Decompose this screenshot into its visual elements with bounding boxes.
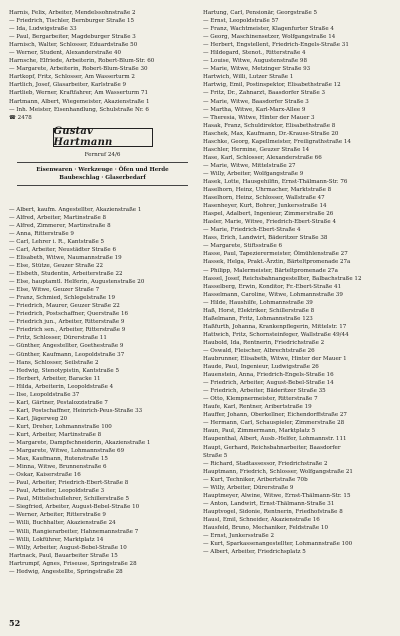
directory-entry: — Margarete, Witwe, Lohmannstraße 69	[9, 448, 125, 455]
directory-entry: — Richard, Stadtassessor, Friedrichstraße 2	[203, 460, 328, 467]
directory-entry: Haude, Paul, Ingenieur, Ludwigstraße 26	[203, 364, 319, 371]
directory-entry: — Otto, Klempnermeister, Ritterstraße 7	[203, 396, 318, 403]
directory-entry: Haß, Horst, Elektriker, Schillerstraße 8	[203, 307, 315, 314]
directory-entry: — Friedrich, Postschaffner, Querstraße 16	[9, 311, 129, 318]
directory-entry: Hartung, Carl, Pensionär, Georgstraße 5	[203, 10, 318, 16]
directory-entry: Hauptmeyer, Alwine, Witwe, Ernst-Thälmann-Str. 15	[203, 492, 351, 499]
directory-entry: — Paul, Arbeiter, Friedrich-Ebert-Straße 8	[9, 480, 129, 487]
directory-entry: — Alfred, Arbeiter, Martinstraße 8	[9, 214, 107, 221]
directory-entry: Hartmann, Albert, Wiegemeister, Akazienstraße 1	[9, 98, 150, 105]
directory-entry: — Herbert, Engstellent, Friedrich-Engels-Straße 31	[203, 42, 349, 49]
directory-entry: Hasse, Paul, Tapezierermeister, Ölmühlenstraße 27	[203, 251, 348, 258]
ad-line-1: Eisenwaren · Werkzeuge · Öfen und Herde	[36, 166, 169, 173]
directory-entry: Haschek, Max, Kaufmann, Dr.-Krause-Straße 20	[203, 130, 339, 137]
directory-entry: Haupenthal, Albert, Ausb.-Helfer, Lohmannstr. 111	[203, 436, 347, 443]
directory-entry: — Alfred, Zimmerer, Martinstraße 8	[9, 222, 111, 229]
directory-entry: Haschler, Hermine, Geuzer Straße 14	[203, 146, 310, 153]
directory-entry: — Willi, Buchhalter, Akazienstraße 24	[9, 520, 116, 527]
directory-entry: — Karl, Postschaffner, Heinrich-Peus-Straße 33	[9, 407, 143, 414]
ad-name: Gustav Hartmann	[53, 126, 113, 149]
directory-entry: — Günther, Kaufmann, Leopoldstraße 37	[9, 351, 125, 358]
directory-entry: — Margarete, Arbeiterin, Robert-Blum-Straße 30	[9, 66, 148, 73]
directory-entry: — Hermann, Carl, Schauspieler, Zimmerstraße 28	[203, 420, 345, 427]
ad-phone: Fernruf 24/6	[84, 151, 121, 158]
directory-entry: Harnis, Felix, Arbeiter, Mendelssohnstraße 2	[9, 10, 136, 16]
directory-entry: — Anna, Ritterstraße 9	[9, 230, 74, 237]
ad-logo	[53, 128, 153, 147]
directory-entry: Haßelmann, Fritz, Lohmannstraße 123	[203, 315, 313, 322]
directory-entry: — Fritz, Schlosser, Dürerstraße 11	[9, 335, 107, 342]
left-column	[9, 9, 198, 576]
directory-entry: — Hildegard, Stenot., Ritterstraße 4	[203, 50, 306, 57]
directory-entry: — Franz, Schmied, Schlegelstraße 19	[9, 295, 115, 302]
directory-entry: Hasenheyer, Kurt, Bohrer, Junkersstraße 14	[203, 203, 327, 210]
directory-entry: — Minna, Witwe, Brunnenstraße 6	[9, 464, 107, 471]
directory-entry: Haufe, Karl, Rentner, Aribertstraße 19	[203, 404, 312, 411]
right-entry-list	[203, 9, 392, 556]
directory-entry: Haun, Paul, Zimmermann, Marktplatz 5	[203, 428, 316, 435]
directory-entry: — Albert, kaufm. Angestellter, Akazienstraße 1	[9, 206, 142, 213]
directory-entry: — Hans, Schlosser, Seilstraße 2	[9, 359, 99, 366]
ad-divider	[17, 185, 188, 186]
directory-entry: — Marie, Witwe, Baasdorfer Straße 3	[203, 98, 309, 105]
directory-entry: — Carl, Lehrer i. R., Kantstraße 5	[9, 238, 105, 245]
directory-entry: Hartrumpf, Agnes, Friseuse, Springstraße 28	[9, 560, 137, 567]
directory-entry: Haspel, Adalbert, Ingenieur, Zimmerstraße 26	[203, 211, 334, 218]
directory-entry: — Georg, Maschinensetzer, Wolfgangstraße 14	[203, 34, 336, 41]
directory-entry: — Siegfried, Arbeiter, August-Bebel-Straße 10	[9, 504, 140, 511]
directory-entry: — Friedrich, Tischler, Bernburger Straße 15	[9, 18, 135, 25]
directory-entry: — Kurt, Arbeiter, Martinstraße 8	[9, 431, 102, 438]
directory-entry: Hasler, Marie, Witwe, Friedrich-Ebert-Straße 4	[203, 219, 336, 226]
directory-entry: Hartwig, Emil, Postinspektor, Elisabethstraße 12	[203, 82, 341, 89]
directory-entry: — Ernst, Junkersstraße 2	[203, 533, 275, 540]
directory-entry: Hartnack, Paul, Bauarbeiter Straße 15	[9, 552, 118, 559]
directory-entry: Hauffer, Johann, Oberkellner, Eichendorffstraße 27	[203, 412, 347, 419]
directory-entry: Haupt, Gerhard, Reichsbahnarbeiter, Baasdorfer	[203, 444, 341, 451]
directory-entry: — Willy, Arbeiter, Wolfgangstraße 9	[203, 170, 304, 177]
directory-entry: — Friedrich, Arbeiter, August-Bebel-Straße 14	[203, 380, 334, 387]
directory-entry: — Albert, Arbeiter, Friedrichsplatz 5	[203, 549, 306, 556]
directory-entry: — Marie, Friedrich-Ebert-Straße 4	[203, 227, 301, 234]
directory-entry: — Franz, Wachtmeister, Klagenfurter Straße 4	[203, 26, 334, 33]
directory-entry: — Friedrich jun., Arbeiter, Ritterstraße 9	[9, 319, 125, 326]
left-bottom-entry-list	[9, 206, 198, 576]
directory-entry: Hassel, Josef, Reichsbahnangestellter, Balbachstraße 12	[203, 275, 362, 282]
directory-entry: — Max, Kaufmann, Rutenstraße 15	[9, 456, 108, 463]
directory-entry: — Willi, Rangierarbeiter, Hahnemannstraße 7	[9, 528, 139, 535]
directory-entry: — Karl, Jägerweg 20	[9, 415, 68, 422]
directory-entry: — Karl, Gärtner, Pestalozzistraße 7	[9, 399, 108, 406]
directory-entry: ☎ 2478	[9, 114, 32, 121]
directory-entry: Haubold, Ida, Rentnerin, Friedrichstraße 2	[203, 339, 325, 346]
directory-entry: — Kurt, Dreher, Lohmannstraße 100	[9, 423, 112, 430]
left-top-entry-list	[9, 9, 198, 122]
directory-entry: — Carl, Arbeiter, Neustädter Straße 6	[9, 246, 116, 253]
directory-entry: — Marie, Witwe, Mittelstraße 27	[203, 162, 296, 169]
directory-entry: — Elisabeth, Witwe, Naumannstraße 19	[9, 254, 122, 261]
directory-entry: — Kurt, Techniker, Aribertstraße 70b	[203, 476, 308, 483]
directory-entry: — Margarete, Dampfschneiderin, Akazienstraße 1	[9, 440, 151, 447]
directory-entry: — Willi, Lokführer, Marktplatz 14	[9, 536, 104, 543]
directory-entry: — Oskar, Kaiserstraße 16	[9, 472, 81, 479]
directory-entry: — Werner, Arbeiter, Ritterstraße 9	[9, 512, 106, 519]
directory-entry: Harnisch, Walter, Schlosser, Eduardstraße 50	[9, 42, 138, 49]
directory-entry: Hartlieb, Werner, Kraftfahrer, Am Wasserturm 71	[9, 90, 149, 97]
directory-entry: — Paul, Arbeiter, Leopoldstraße 3	[9, 488, 105, 495]
directory-entry: — Herbert, Arbeiter, Baracke 11	[9, 375, 101, 382]
directory-entry: — Friedrich sen., Arbeiter, Ritterstraße 9	[9, 327, 126, 334]
directory-entry: Hauenstein, Anna, Friedrich-Engels-Straße 16	[203, 372, 334, 379]
directory-entry: — Else, hauptamtl. Helferin, Augustenstraße 20	[9, 279, 145, 286]
directory-entry: — Fritz, Dr., Zahnarzt, Baasdorfer Straße 3	[203, 90, 326, 97]
directory-entry: — Paul, Bergarbeiter, Magdeburger Straße 3	[9, 34, 136, 41]
directory-entry: Haselhorn, Heinz, Uhrmacher, Marktstraße 8	[203, 187, 332, 194]
directory-entry: — Friedrich, Maurer, Geuzer Straße 22	[9, 303, 120, 310]
directory-entry: — Oswald, Fleischer, Albrechtstraße 26	[203, 347, 315, 354]
directory-entry: Hasek, Lotte, Hausgehilfin, Ernst-Thälmann-Str. 76	[203, 178, 348, 185]
directory-entry: Straße 5	[203, 452, 228, 459]
directory-entry: Haßfurth, Johanna, Krankenpflegerin, Mittelstr. 17	[203, 323, 347, 330]
directory-entry: Haschke, Georg, Kapellmeister, Freiligrathstraße 14	[203, 138, 351, 145]
directory-entry: — Ilse, Leopoldstraße 37	[9, 391, 80, 398]
directory-entry: Hauptvogel, Sidonie, Rentnerin, Friedhofstraße 8	[203, 508, 343, 515]
directory-entry: — Else, Witwe, Geuzer Straße 7	[9, 287, 100, 294]
directory-entry: — Günther, Angestellter, Goethestraße 9	[9, 343, 124, 350]
directory-entry: — Louise, Witwe, Augustenstraße 98	[203, 58, 307, 65]
directory-entry: Hasak, Franz, Schuldirektor, Elisabethstraße 8	[203, 122, 336, 129]
directory-entry: Hartwich, Willi, Lutzer Straße 1	[203, 74, 294, 81]
directory-entry: Hausl, Emil, Schneider, Akazienstraße 16	[203, 516, 320, 523]
directory-entry: — Willy, Arbeiter, Dürerstraße 9	[203, 484, 294, 491]
directory-entry: — Philipp, Malermeister, Bärteltpromenade 27a	[203, 267, 338, 274]
directory-entry: Harnsche, Elfriede, Arbeiterin, Robert-Blum-Str. 60	[9, 58, 155, 65]
directory-entry: Hasselberg, Erwin, Konditor, Fr.-Ebert-Straße 41	[203, 283, 342, 290]
directory-entry: — Inh. Meister, Eisenhandlung, Schulstraße Nr. 6	[9, 106, 149, 113]
directory-entry: Hauptmann, Friedrich, Schlosser, Wolfgangstraße 21	[203, 468, 353, 475]
directory-entry: Hassek, Helga, Prakt.-Ärztin, Bärteltpromenade 27a	[203, 259, 351, 266]
directory-entry: Hartkopf, Fritz, Schlosser, Am Wasserturm 2	[9, 74, 135, 81]
directory-entry: Haubrunner, Elisabeth, Witwe, Hinter der Mauer 1	[203, 356, 347, 363]
directory-entry: — Martha, Witwe, Karl-Marx-Allee 9	[203, 106, 306, 113]
advertisement	[13, 128, 192, 200]
directory-entry: Hartlich, Josef, Glasarbeiter, Karlstraße 9	[9, 82, 127, 89]
directory-entry: — Else, Stütze, Geuzer Straße 22	[9, 262, 104, 269]
directory-entry: — Hilda, Arbeiterin, Leopoldstraße 4	[9, 383, 114, 390]
directory-entry: — Ernst, Leopoldstraße 57	[203, 18, 279, 25]
directory-entry: Haselhorn, Heinz, Schlosser, Wallstraße 47	[203, 195, 325, 202]
directory-entry: — Marie, Witwe, Metzinger Straße 93	[203, 66, 311, 73]
directory-entry: — Werner, Student, Alexanderstraße 40	[9, 50, 122, 57]
ad-divider	[17, 162, 188, 163]
directory-entry: — Kurt, Sparkassenangestellter, Lohmannstraße 100	[203, 541, 353, 548]
directory-entry: — Elsbeth, Studentin, Arbeiterstraße 22	[9, 271, 123, 278]
directory-entry: Hase, Karl, Schlosser, Alexanderstraße 66	[203, 154, 322, 161]
directory-entry: — Hedwig, Angestellte, Springstraße 28	[9, 568, 123, 575]
directory-entry: — Hilde, Haushilfe, Lohmannstraße 39	[203, 299, 313, 306]
right-column	[203, 9, 392, 556]
directory-entry: — Theresia, Witwe, Hinter der Mauer 3	[203, 114, 315, 121]
directory-entry: Hattwich, Fritz, Schornsteinfeger, Wallstraße 49/44	[203, 331, 349, 338]
page-number: 52	[9, 618, 21, 628]
directory-entry: — Hedwig, Stenotypistin, Kantstraße 5	[9, 367, 120, 374]
directory-entry: — Paul, Mittelschullehrer, Schillerstraße 5	[9, 496, 129, 503]
directory-entry: — Ida, Ludwigstraße 33	[9, 26, 77, 33]
directory-entry: — Anton, Landwirt, Ernst-Thälmann-Straße 31	[203, 500, 335, 507]
directory-entry: Hasselmann, Caroline, Witwe, Lohmannstraße 39	[203, 291, 343, 298]
ad-line-2: Baubeschlag · Glaserbedarf	[59, 174, 146, 181]
directory-entry: — Friedrich, Arbeiter, Bäderitzer Straße 35	[203, 388, 326, 395]
directory-entry: Hausfeld, Bruno, Mechaniker, Feldstraße 10	[203, 525, 328, 531]
directory-entry: Hass, Erich, Landwirt, Bäderitzer Straße 38	[203, 235, 328, 242]
directory-entry: — Margarete, Stiftsstraße 6	[203, 243, 283, 250]
directory-entry: — Willy, Arbeiter, August-Bebel-Straße 10	[9, 544, 127, 551]
